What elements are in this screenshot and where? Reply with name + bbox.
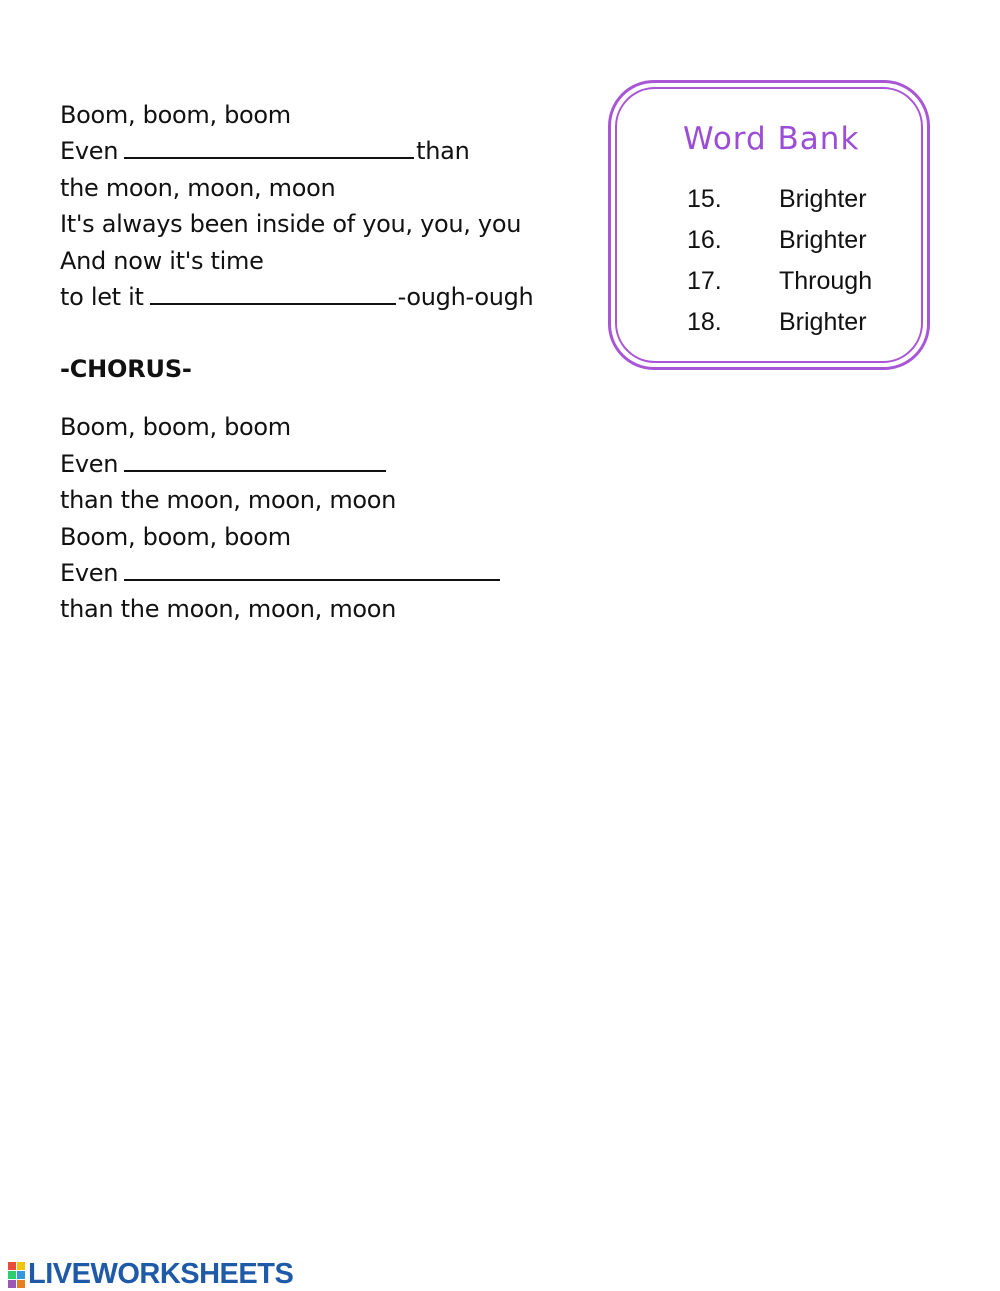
lyric-text: Boom, boom, boom <box>60 101 291 129</box>
word-bank-word: Through <box>779 267 873 295</box>
lyric-line <box>60 206 580 242</box>
word-bank-item <box>687 179 907 220</box>
lyric-text: to let it <box>60 283 144 312</box>
lyric-line <box>60 409 580 445</box>
answer-blank[interactable] <box>124 559 500 581</box>
logo-text: LIVEWORKSHEETS <box>28 1258 294 1290</box>
lyric-line <box>60 446 580 482</box>
lyric-text: Boom, boom, boom <box>60 413 291 442</box>
lyric-text: the moon, moon, moon <box>60 173 336 202</box>
word-bank-list <box>687 179 907 343</box>
liveworksheets-logo <box>8 1258 293 1291</box>
lyric-text: Boom, boom, boom <box>60 522 291 551</box>
answer-blank[interactable] <box>124 137 414 159</box>
word-bank-number: 15. <box>687 185 722 213</box>
word-bank-number: 18. <box>687 308 722 336</box>
lyric-text: Even <box>60 559 119 588</box>
lyric-text: Even <box>60 137 119 166</box>
lyric-text: And now it's time <box>60 246 264 275</box>
word-bank-number: 17. <box>687 267 722 295</box>
word-bank-item <box>687 220 907 261</box>
lyric-line <box>60 243 580 279</box>
lyric-line <box>60 591 580 627</box>
lyric-text: -ough-ough <box>397 283 534 312</box>
word-bank-title: Word Bank <box>683 121 860 157</box>
lyric-line <box>60 279 580 315</box>
word-bank <box>608 80 930 370</box>
lyric-text: It's always been inside of you, you, you <box>60 210 522 239</box>
answer-blank[interactable] <box>124 450 386 472</box>
lyric-line <box>60 97 580 133</box>
lyric-text: than the moon, moon, moon <box>60 595 397 624</box>
word-bank-word: Brighter <box>779 226 867 254</box>
lyric-line <box>60 555 580 591</box>
lyric-line <box>60 170 580 206</box>
lyric-line <box>60 519 580 555</box>
lyric-text: than <box>416 137 470 166</box>
word-bank-word: Brighter <box>779 185 867 213</box>
lyric-text: than the moon, moon, moon <box>60 486 397 515</box>
word-bank-item <box>687 302 907 343</box>
chorus-label: -CHORUS- <box>60 355 192 384</box>
word-bank-item <box>687 261 907 302</box>
verse <box>60 97 580 315</box>
word-bank-word: Brighter <box>779 308 867 336</box>
lyrics-block <box>60 97 580 628</box>
lyric-text: Even <box>60 449 119 478</box>
word-bank-number: 16. <box>687 226 722 254</box>
chorus <box>60 409 580 627</box>
logo-grid-icon <box>8 1262 25 1288</box>
answer-blank[interactable] <box>150 283 396 305</box>
lyric-line <box>60 482 580 518</box>
lyric-line <box>60 133 580 169</box>
